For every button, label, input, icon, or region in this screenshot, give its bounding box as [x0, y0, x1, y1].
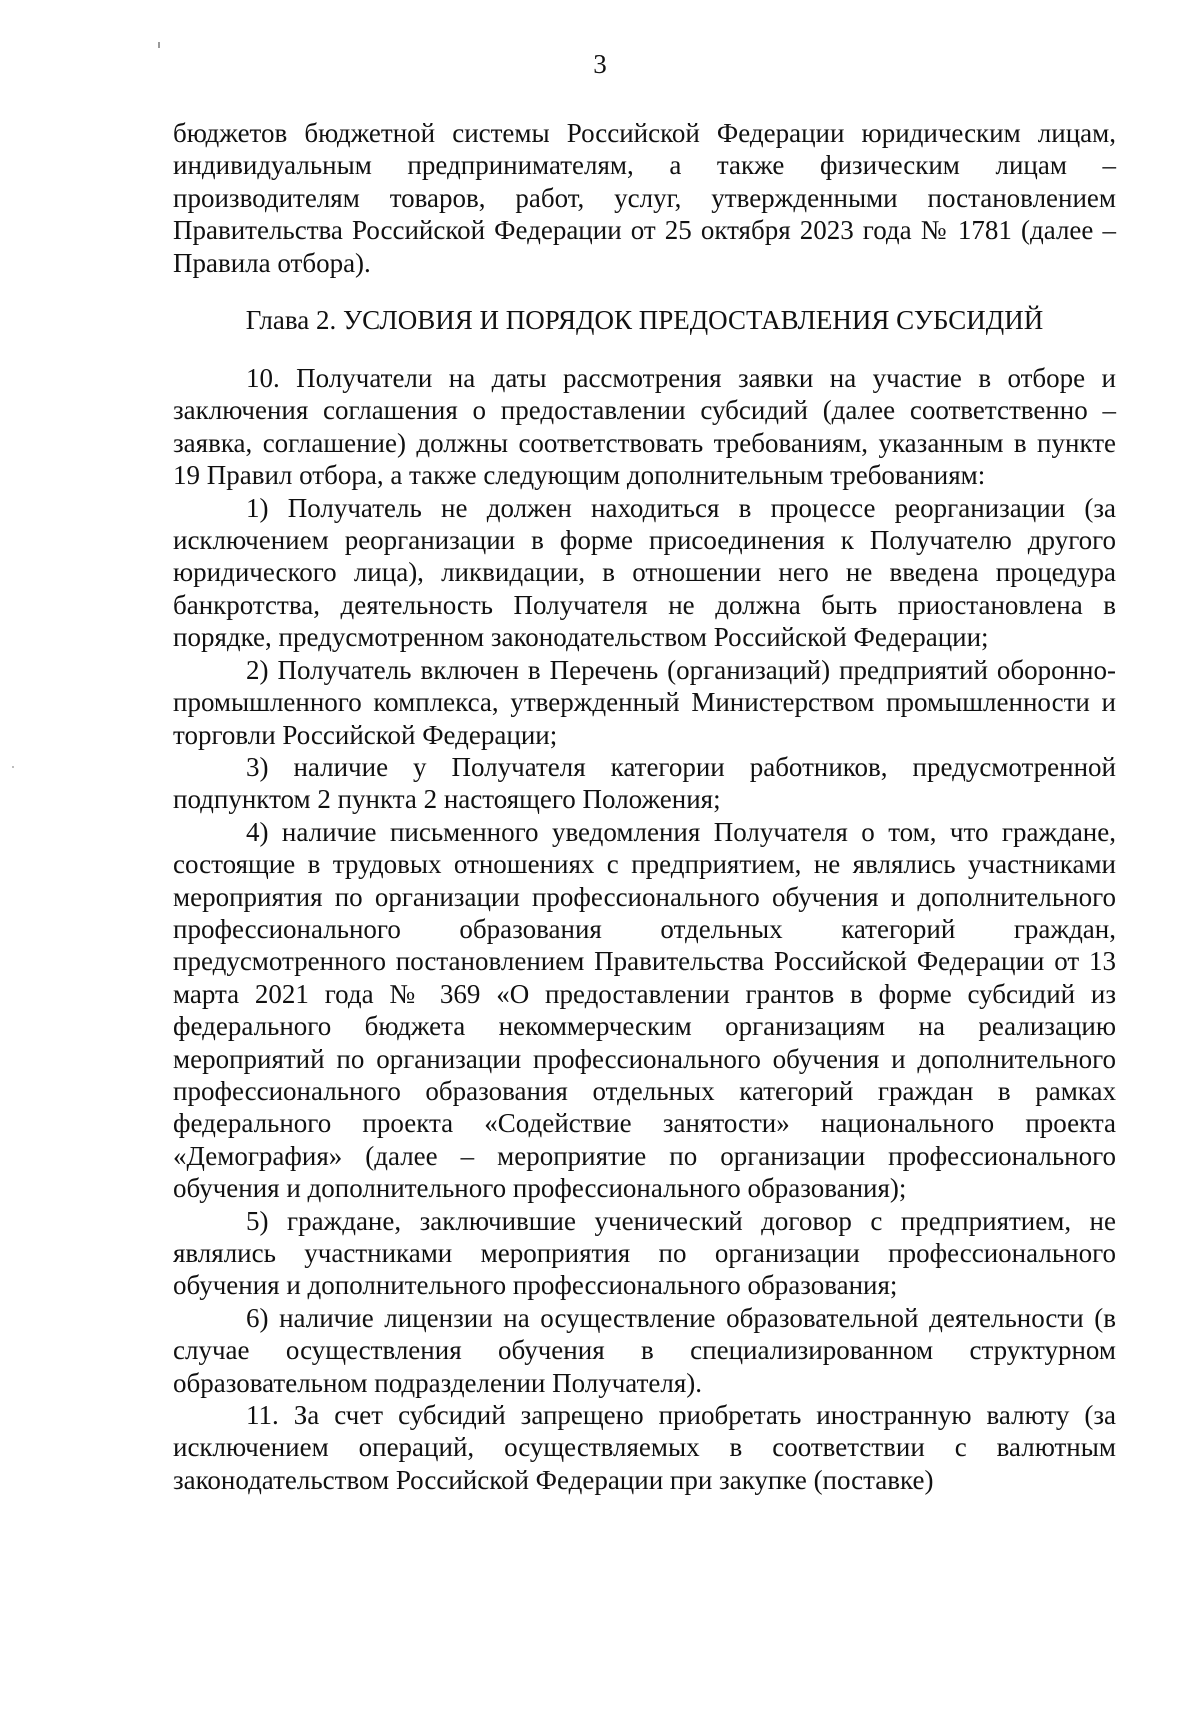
- item-5: 5) граждане, заключившие ученический договор с предприятием, не являлись участниками мероприятия по организации профессионального обучения и дополнительного профессионального образования;: [173, 1205, 1116, 1301]
- page-number: 3: [593, 49, 607, 79]
- item-6: 6) наличие лицензии на осуществление образовательной деятельности (в случае осуществления обучения в специализированном структурном образовательном подразделении Получателя).: [173, 1302, 1116, 1398]
- item-3: 3) наличие у Получателя категории работников, предусмотренной подпунктом 2 пункта 2 настоящего Положения;: [173, 751, 1116, 815]
- document-body: [173, 117, 1116, 1496]
- paragraph-11: 11. За счет субсидий запрещено приобретать иностранную валюту (за исключением операций, осуществляемых в соответствии с валютным законодательством Российской Федерации при закупке (поставке): [173, 1400, 1116, 1495]
- item-1: 1) Получатель не должен находиться в процессе реорганизации (за исключением реорганизации в форме присоединения к Получателю другого юридического лица), ликвидации, в отношении него не введена процедура банкротства, деятельность Получателя не должна быть приостановлена в порядке, предусмотренном законодательством Российской Федерации;: [173, 492, 1116, 653]
- item-2: 2) Получатель включен в Перечень (организаций) предприятий оборонно-промышленного комплекса, утвержденный Министерством промышленности и торговли Российской Федерации;: [173, 654, 1116, 750]
- intro-paragraph: бюджетов бюджетной системы Российской Федерации юридическим лицам, индивидуальным предпринимателям, а также физическим лицам – производителям товаров, работ, услуг, утвержденными постановлением Правительства Российской Федерации от 25 октября 2023 года № 1781 (далее – Правила отбора).: [173, 118, 1116, 278]
- paragraph-10: 10. Получатели на даты рассмотрения заявки на участие в отборе и заключения соглашения о предоставлении субсидий (далее соответственно – заявка, соглашение) должны соответствовать требованиям, указанным в пункте 19 Правил отбора, а также следующим дополнительным требованиям:: [173, 363, 1116, 491]
- scan-speck: [12, 766, 14, 768]
- item-4: 4) наличие письменного уведомления Получателя о том, что граждане, состоящие в трудовых отношениях с предприятием, не являлись участниками мероприятия по организации профессионального обучения и дополнительного профессионального образования отдельных категорий граждан, предусмотренного постановлением Правительства Российской Федерации от 13 марта 2021 года № 369 «О предоставлении грантов в форме субсидий из федерального бюджета некоммерческим организациям на реализацию мероприятий по организации профессионального обучения и дополнительного профессионального образования отдельных категорий граждан в рамках федерального проекта «Содействие занятости» национального проекта «Демография» (далее – мероприятие по организации профессионального обучения и дополнительного профессионального образования);: [173, 816, 1116, 1204]
- chapter-title: Глава 2. УСЛОВИЯ И ПОРЯДОК ПРЕДОСТАВЛЕНИЯ СУБСИДИЙ: [245, 305, 1044, 336]
